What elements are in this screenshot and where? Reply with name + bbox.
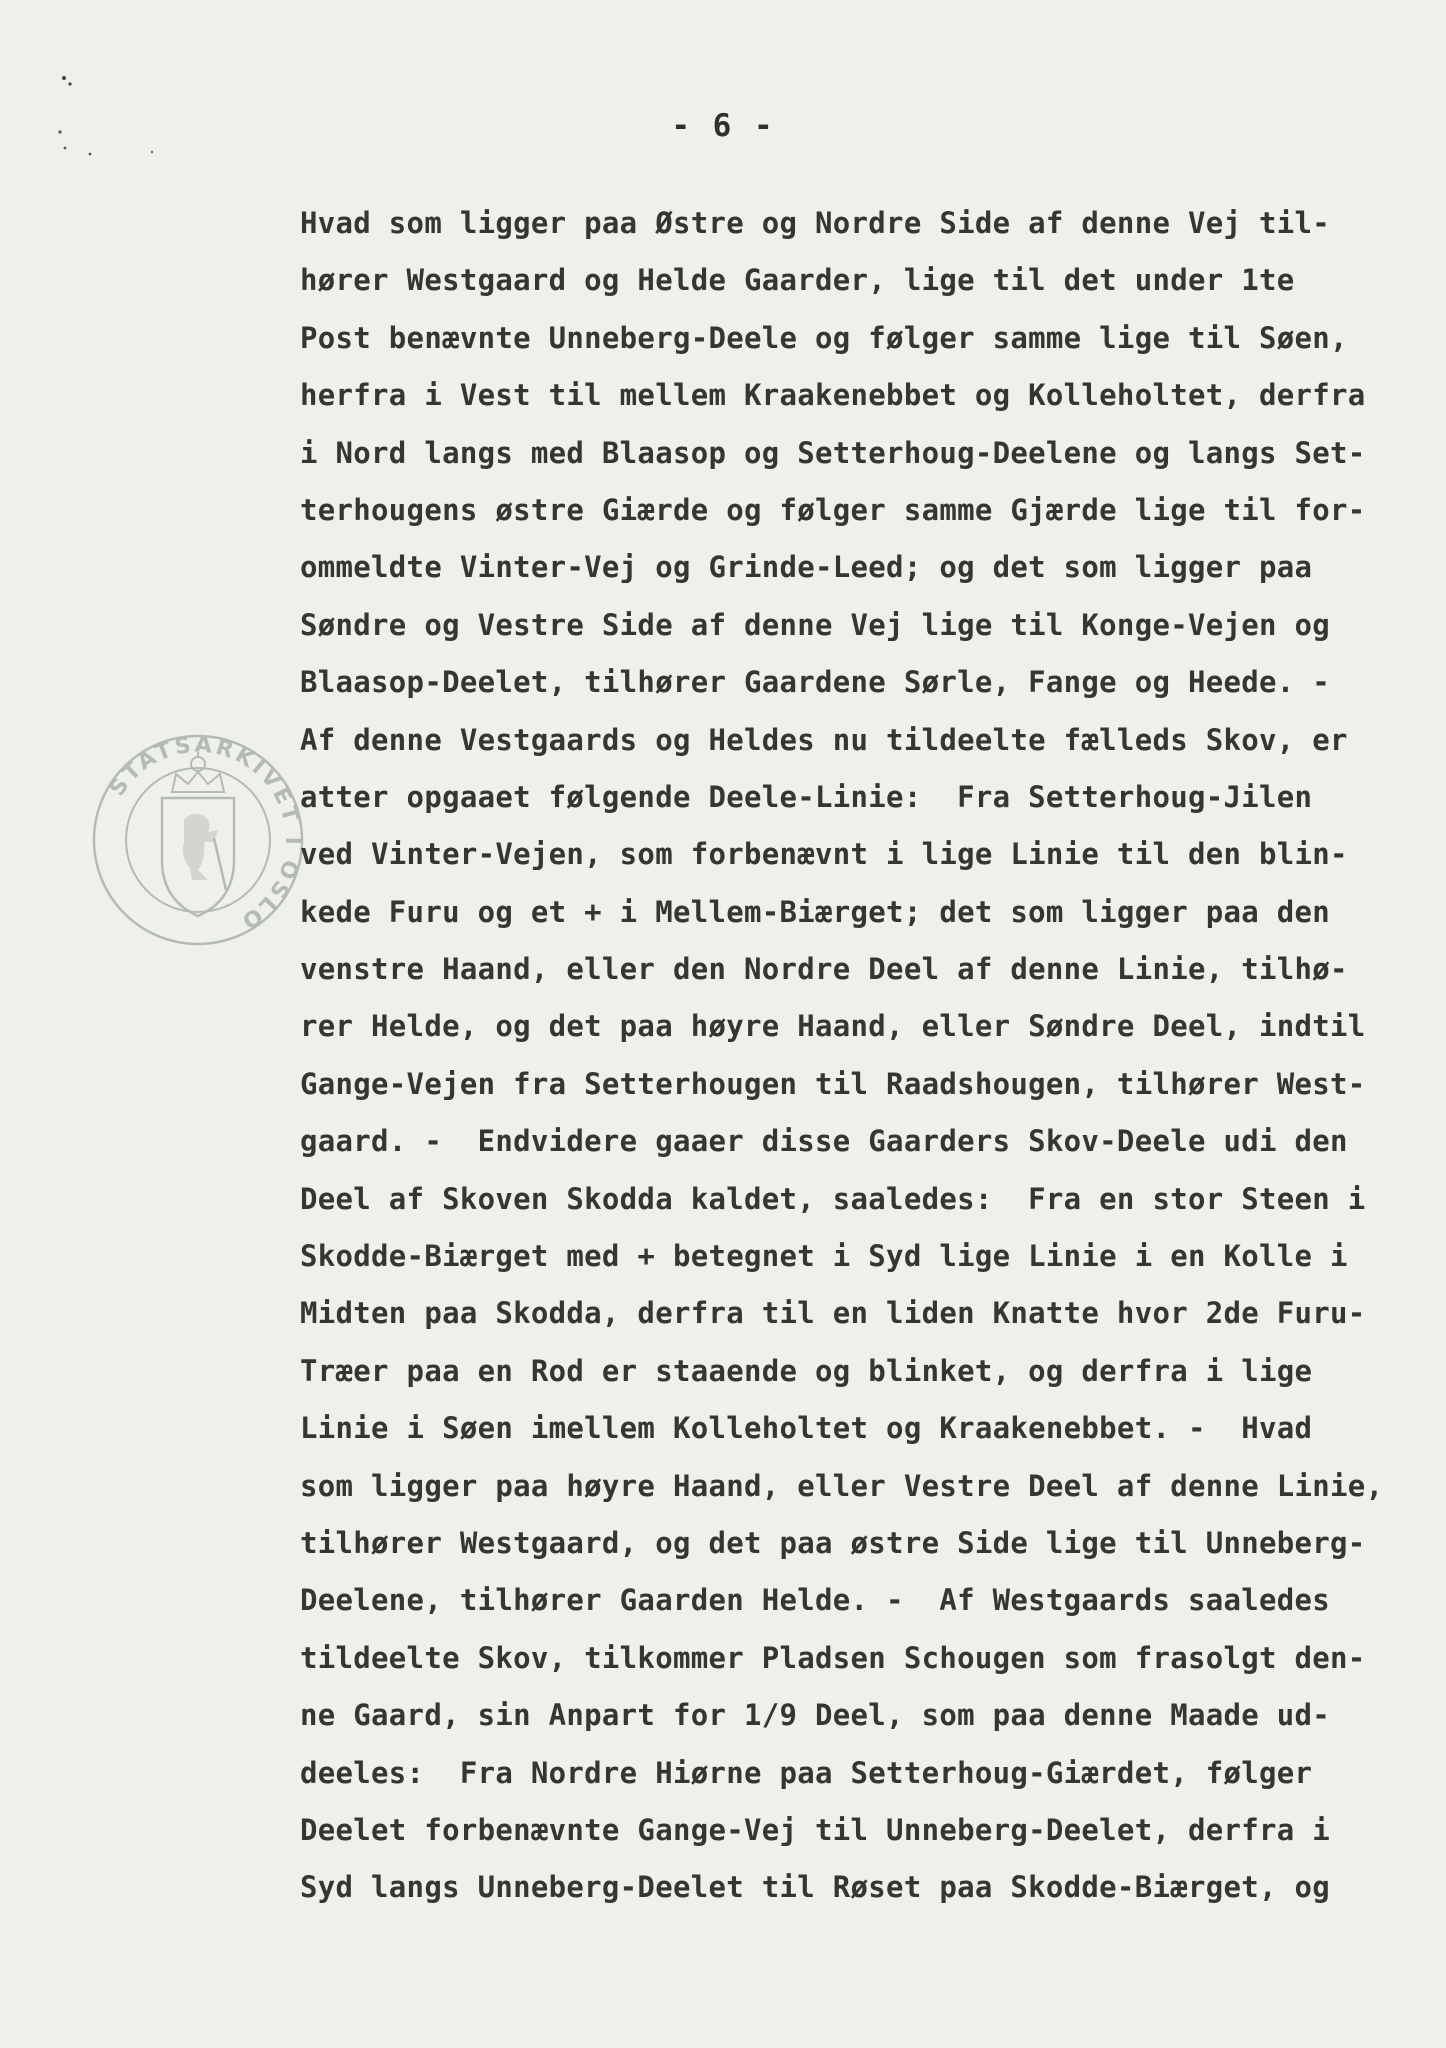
text-line: Deelet forbenævnte Gange-Vej til Unneberg-Deelet, derfra i	[300, 1812, 1331, 1847]
text-line: deeles: Fra Nordre Hiørne paa Setterhoug-Giærdet, følger	[300, 1755, 1313, 1790]
text-line: hører Westgaard og Helde Gaarder, lige til det under 1te	[300, 263, 1295, 298]
text-line: Deel af Skoven Skodda kaldet, saaledes: Fra en stor Steen i	[300, 1181, 1366, 1216]
document-body	[300, 195, 1384, 1917]
text-line: ne Gaard, sin Anpart for 1/9 Deel, som paa denne Maade ud-	[300, 1698, 1331, 1733]
text-line: rer Helde, og det paa høyre Haand, eller Søndre Deel, indtil	[300, 1009, 1366, 1044]
text-line: som ligger paa høyre Haand, eller Vestre Deel af denne Linie,	[300, 1468, 1384, 1503]
text-line: kede Furu og et + i Mellem-Biærget; det som ligger paa den	[300, 894, 1331, 929]
text-line: Post benævnte Unneberg-Deele og følger samme lige til Søen,	[300, 320, 1348, 355]
text-line: Blaasop-Deelet, tilhører Gaardene Sørle, Fange og Heede. -	[300, 665, 1331, 700]
text-line: Deelene, tilhører Gaarden Helde. - Af Westgaards saaledes	[300, 1583, 1331, 1618]
text-line: ved Vinter-Vejen, som forbenævnt i lige Linie til den blin-	[300, 837, 1348, 872]
text-line: venstre Haand, eller den Nordre Deel af denne Linie, tilhø-	[300, 952, 1348, 987]
text-line: Syd langs Unneberg-Deelet til Røset paa Skodde-Biærget, og	[300, 1870, 1331, 1905]
text-line: ommeldte Vinter-Vej og Grinde-Leed; og det som ligger paa	[300, 550, 1313, 585]
text-line: Hvad som ligger paa Østre og Nordre Side af denne Vej til-	[300, 206, 1331, 240]
text-line: herfra i Vest til mellem Kraakenebbet og Kolleholtet, derfra	[300, 378, 1366, 413]
text-line: Af denne Vestgaards og Heldes nu tildeelte fælleds Skov, er	[300, 722, 1348, 757]
text-line: terhougens østre Giærde og følger samme Gjærde lige til for-	[300, 492, 1366, 527]
text-line: i Nord langs med Blaasop og Setterhoug-Deelene og langs Set-	[300, 435, 1366, 470]
text-line: Midten paa Skodda, derfra til en liden Knatte hvor 2de Furu-	[300, 1296, 1366, 1331]
text-line: Linie i Søen imellem Kolleholtet og Kraakenebbet. - Hvad	[300, 1411, 1313, 1446]
text-line: tildeelte Skov, tilkommer Pladsen Schougen som frasolgt den-	[300, 1640, 1366, 1675]
text-line: atter opgaaet følgende Deele-Linie: Fra Setterhoug-Jilen	[300, 779, 1313, 814]
text-line: Skodde-Biærget med + betegnet i Syd lige Linie i en Kolle i	[300, 1239, 1348, 1274]
text-line: tilhører Westgaard, og det paa østre Side lige til Unneberg-	[300, 1525, 1366, 1560]
text-line: Træer paa en Rod er staaende og blinket, og derfra i lige	[300, 1353, 1313, 1388]
seal-text: STATSARKIVET I OSLO	[104, 732, 306, 935]
page-number: - 6 -	[671, 108, 775, 144]
text-line: Gange-Vejen fra Setterhougen til Raadshougen, tilhører West-	[300, 1066, 1366, 1101]
text-line: Søndre og Vestre Side af denne Vej lige til Konge-Vejen og	[300, 607, 1331, 642]
text-line: gaard. - Endvidere gaaer disse Gaarders Skov-Deele udi den	[300, 1124, 1348, 1159]
archive-seal-stamp	[88, 730, 308, 950]
